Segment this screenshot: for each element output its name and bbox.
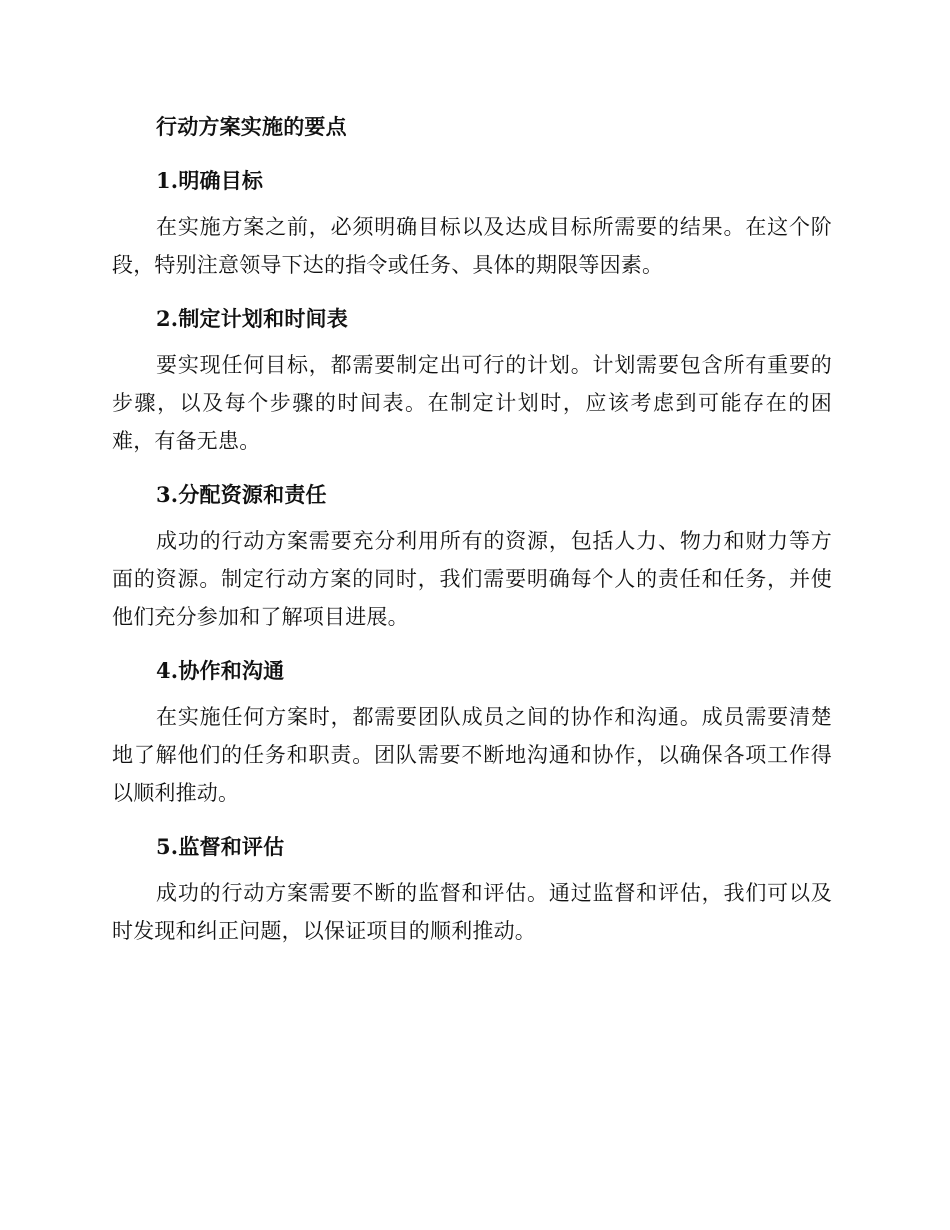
section-heading: 4.协作和沟通 xyxy=(156,658,285,683)
section-resources-and-responsibility xyxy=(112,476,832,636)
section-paragraph: 在实施方案之前，必须明确目标以及达成目标所需要的结果。在这个阶段，特别注意领导下达的指令或任务、具体的期限等因素。 xyxy=(112,215,832,277)
section-paragraph: 要实现任何目标，都需要制定出可行的计划。计划需要包含所有重要的步骤，以及每个步骤的时间表。在制定计划时，应该考虑到可能存在的困难，有备无患。 xyxy=(112,353,832,453)
section-monitoring-and-evaluation xyxy=(112,828,832,950)
section-heading: 1.明确目标 xyxy=(156,168,264,193)
document-content xyxy=(112,108,832,966)
section-clear-goals xyxy=(112,162,832,284)
section-paragraph: 成功的行动方案需要不断的监督和评估。通过监督和评估，我们可以及时发现和纠正问题，以保证项目的顺利推动。 xyxy=(112,881,832,943)
section-plan-and-schedule xyxy=(112,300,832,460)
section-heading: 3.分配资源和责任 xyxy=(156,482,327,507)
section-collaboration-and-communication xyxy=(112,652,832,812)
section-heading: 5.监督和评估 xyxy=(156,834,285,859)
document-title: 行动方案实施的要点 xyxy=(156,114,347,139)
section-heading: 2.制定计划和时间表 xyxy=(156,306,348,331)
section-paragraph: 成功的行动方案需要充分利用所有的资源，包括人力、物力和财力等方面的资源。制定行动方案的同时，我们需要明确每个人的责任和任务，并使他们充分参加和了解项目进展。 xyxy=(112,529,832,629)
section-paragraph: 在实施任何方案时，都需要团队成员之间的协作和沟通。成员需要清楚地了解他们的任务和职责。团队需要不断地沟通和协作，以确保各项工作得以顺利推动。 xyxy=(112,705,832,805)
